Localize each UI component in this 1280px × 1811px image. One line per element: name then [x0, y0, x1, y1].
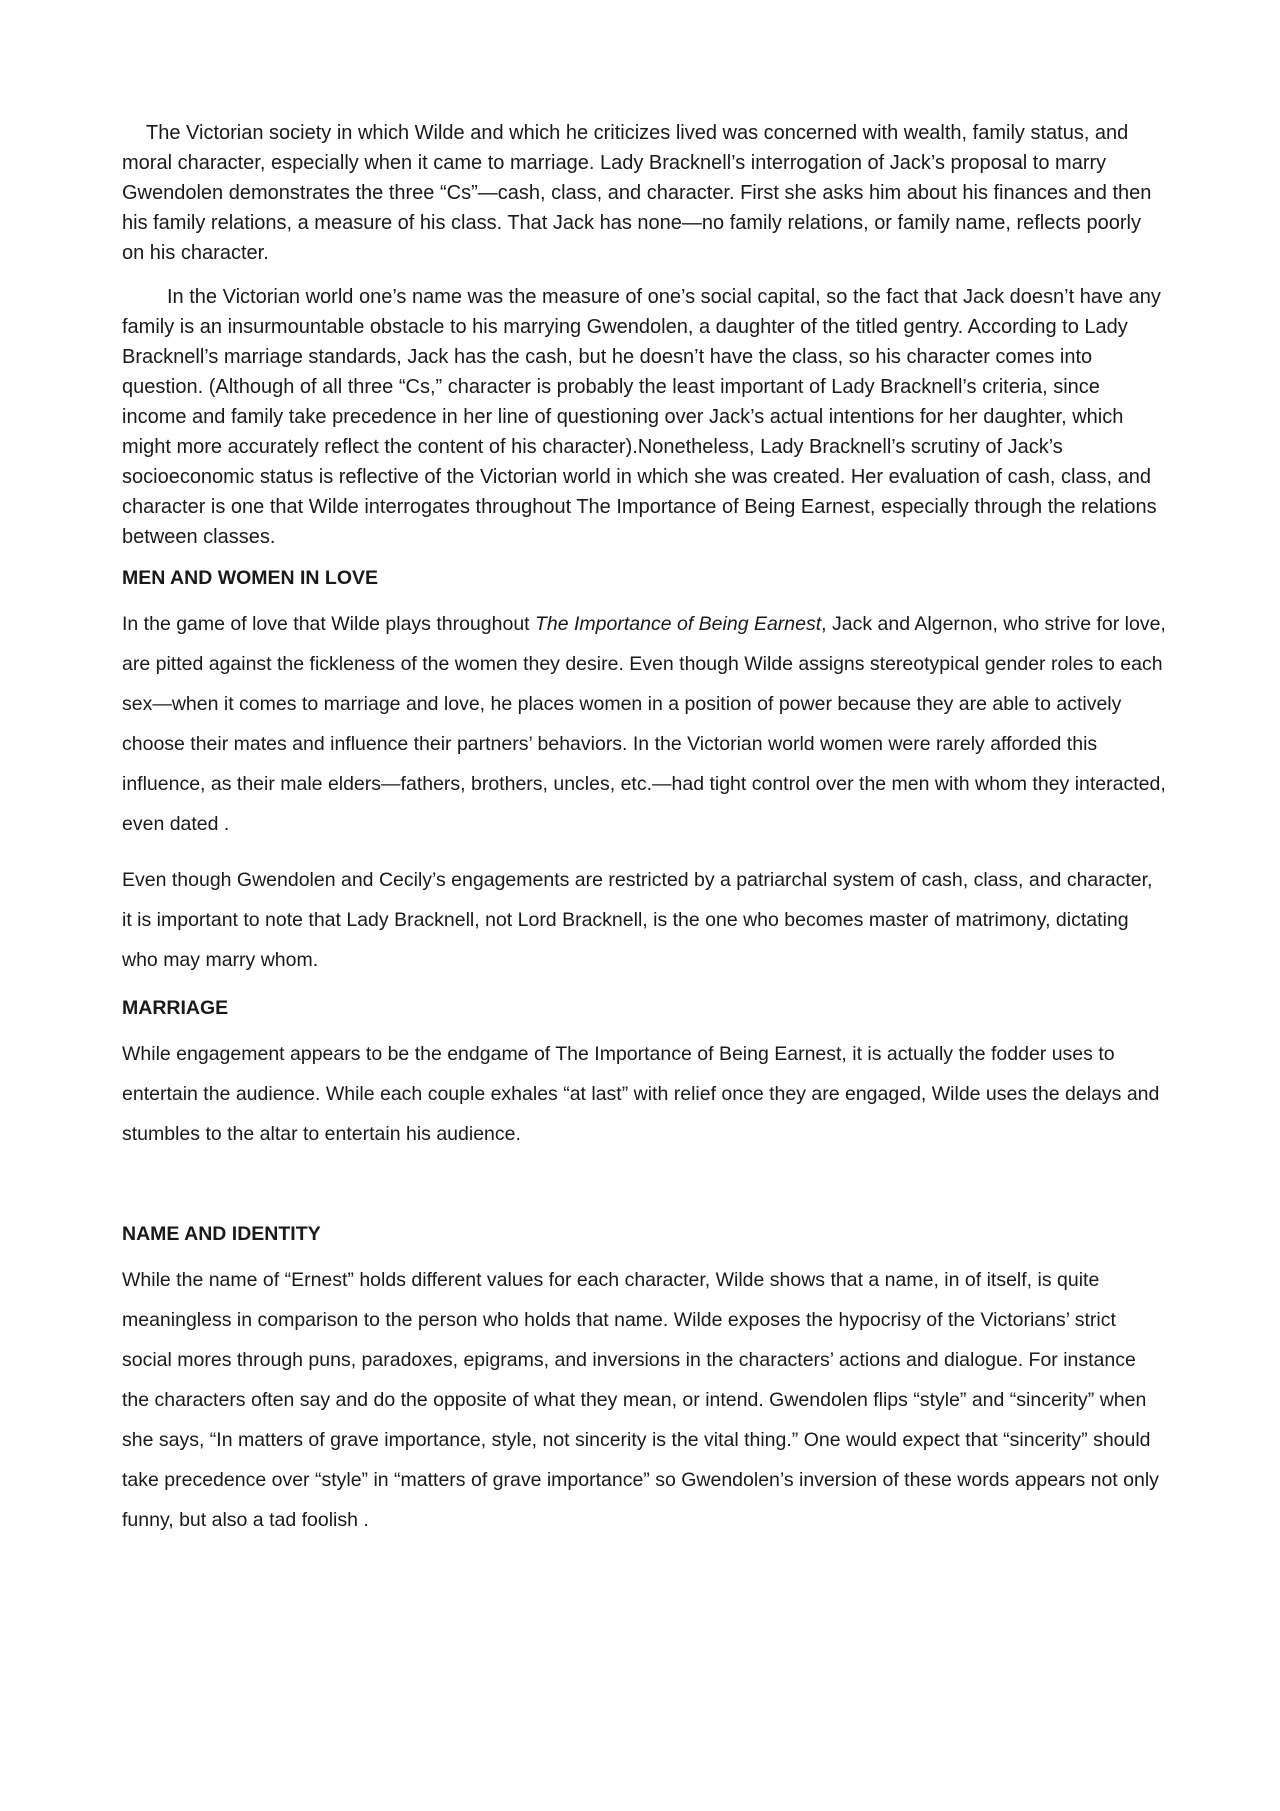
section-heading-love: MEN AND WOMEN IN LOVE [122, 567, 379, 589]
love-paragraph-2: Even though Gwendolen and Cecily’s engagements are restricted by a patriarchal system of cash, class, and character, it is important to note that Lady Bracknell, not Lord Bracknell, is the one who becomes master of matrimony, dictating who may marry whom. [122, 869, 1153, 971]
intro-paragraph-2: In the Victorian world one’s name was the measure of one’s social capital, so the fact that Jack doesn’t have any family is an insurmountable obstacle to his marrying Gwendolen, a daughter of the titled gentry. According to Lady Bracknell’s marriage standards, Jack has the cash, but he doesn’t have the class, so his character comes into question. (Although of all three “Cs,” character is probably the least important of Lady Bracknell’s criteria, since income and family take precedence in her line of questioning over Jack’s actual intentions for her daughter, which might more accurately reflect the content of his character).Nonetheless, Lady Bracknell’s scrutiny of Jack’s socioeconomic status is reflective of the Victorian world in which she was created. Her evaluation of cash, class, and character is one that Wilde interrogates throughout The Importance of Being Earnest, especially through the relations between classes. [122, 286, 1161, 548]
marriage-paragraph-1: While engagement appears to be the endgame of The Importance of Being Earnest, it is actually the fodder uses to entertain the audience. While each couple exhales “at last” with relief once they are engaged, Wilde uses the delays and stumbles to the altar to entertain his audience. [122, 1043, 1160, 1145]
identity-paragraph-1: While the name of “Ernest” holds different values for each character, Wilde shows that a name, in of itself, is quite meaningless in comparison to the person who holds that name. Wilde exposes the hypocrisy of the Victorians’ strict social mores through puns, paradoxes, epigrams, and inversions in the characters’ actions and dialogue. For instance the characters often say and do the opposite of what they mean, or intend. Gwendolen flips “style” and “sincerity” when she says, “In matters of grave importance, style, not sincerity is the vital thing.” One would expect that “sincerity” should take precedence over “style” in “matters of grave importance” so Gwendolen’s inversion of these words appears not only funny, but also a tad foolish . [122, 1269, 1159, 1531]
love-paragraph-1-start: In the game of love that Wilde plays throughout [122, 613, 535, 635]
love-paragraph-1 [122, 604, 1167, 844]
document-page [122, 118, 1167, 1540]
intro-paragraph-1: The Victorian society in which Wilde and which he criticizes lived was concerned with wealth, family status, and moral character, especially when it came to marriage. Lady Bracknell’s interrogation of Jack’s proposal to marry Gwendolen demonstrates the three “Cs”—cash, class, and character. First she asks him about his finances and then his family relations, a measure of his class. That Jack has none—no family relations, or family name, reflects poorly on his character. [122, 122, 1152, 264]
play-title: The Importance of Being Earnest [535, 613, 822, 635]
section-heading-marriage: MARRIAGE [122, 997, 229, 1019]
section-heading-identity: NAME AND IDENTITY [122, 1223, 321, 1245]
love-paragraph-1-end: , Jack and Algernon, who strive for love, are pitted against the fickleness of the women they desire. Even though Wilde assigns stereotypical gender roles to each sex—when it comes to marriage and love, he places women in a position of power because they are able to actively choose their mates and influence their partners’ behaviors. In the Victorian world women were rarely afforded this influence, as their male elders—fathers, brothers, uncles, etc.—had tight control over the men with whom they interacted, even dated . [122, 613, 1166, 835]
